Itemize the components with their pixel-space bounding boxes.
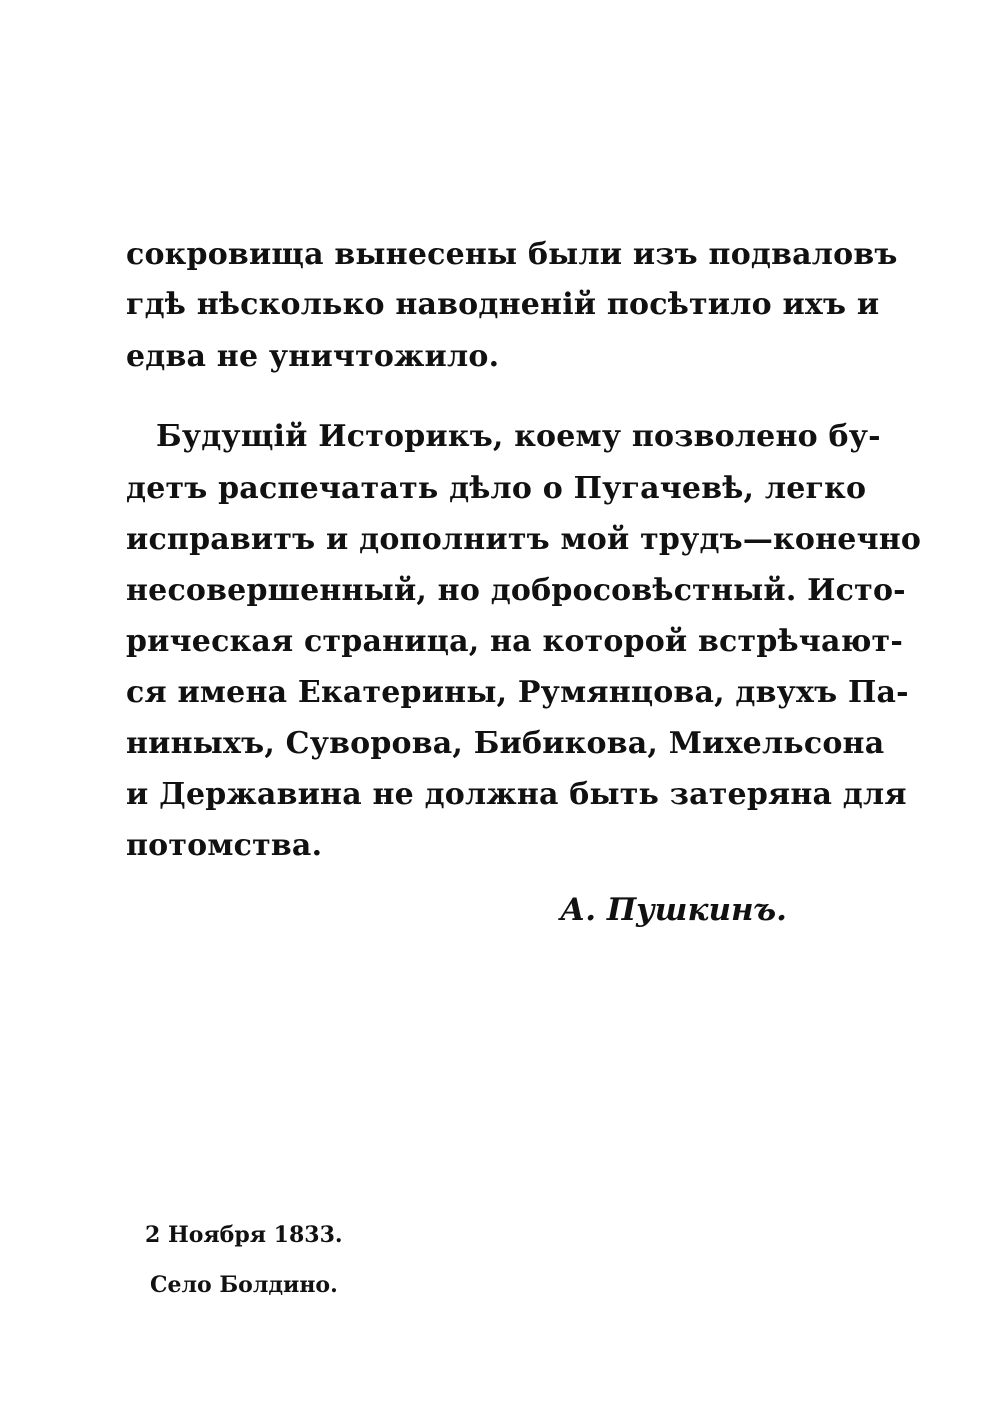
author-signature: А. Пушкинъ. — [560, 892, 787, 928]
paragraph-2-line-8: и Державина не должна быть затеряна для — [126, 777, 907, 812]
paragraph-2-line-2: детъ распечатать дѣло о Пугачевѣ, легко — [126, 471, 867, 506]
paragraph-2-line-3: исправитъ и дополнитъ мой трудъ—конечно — [126, 522, 922, 557]
paragraph-1-line-2: гдѣ нѣсколько наводненій посѣтило ихъ и — [126, 287, 880, 322]
paragraph-1-line-3: едва не уничтожило. — [126, 339, 500, 374]
paragraph-2-line-5: рическая страница, на которой встрѣчают- — [126, 624, 903, 659]
date-line: 2 Ноября 1833. — [145, 1222, 343, 1248]
paragraph-2-line-9: потомства. — [126, 828, 323, 863]
paragraph-2-line-4: несовершенный, но добросовѣстный. Исто- — [126, 573, 906, 608]
paragraph-2-line-7: ниныхъ, Суворова, Бибикова, Михельсона — [126, 726, 885, 761]
paragraph-1-line-1: сокровища вынесены были изъ подваловъ — [126, 237, 898, 272]
paragraph-2-line-6: ся имена Екатерины, Румянцова, двухъ Па- — [126, 675, 909, 710]
paragraph-2-line-1: Будущій Историкъ, коему позволено бу- — [156, 419, 881, 454]
place-line: Село Болдино. — [150, 1272, 338, 1298]
